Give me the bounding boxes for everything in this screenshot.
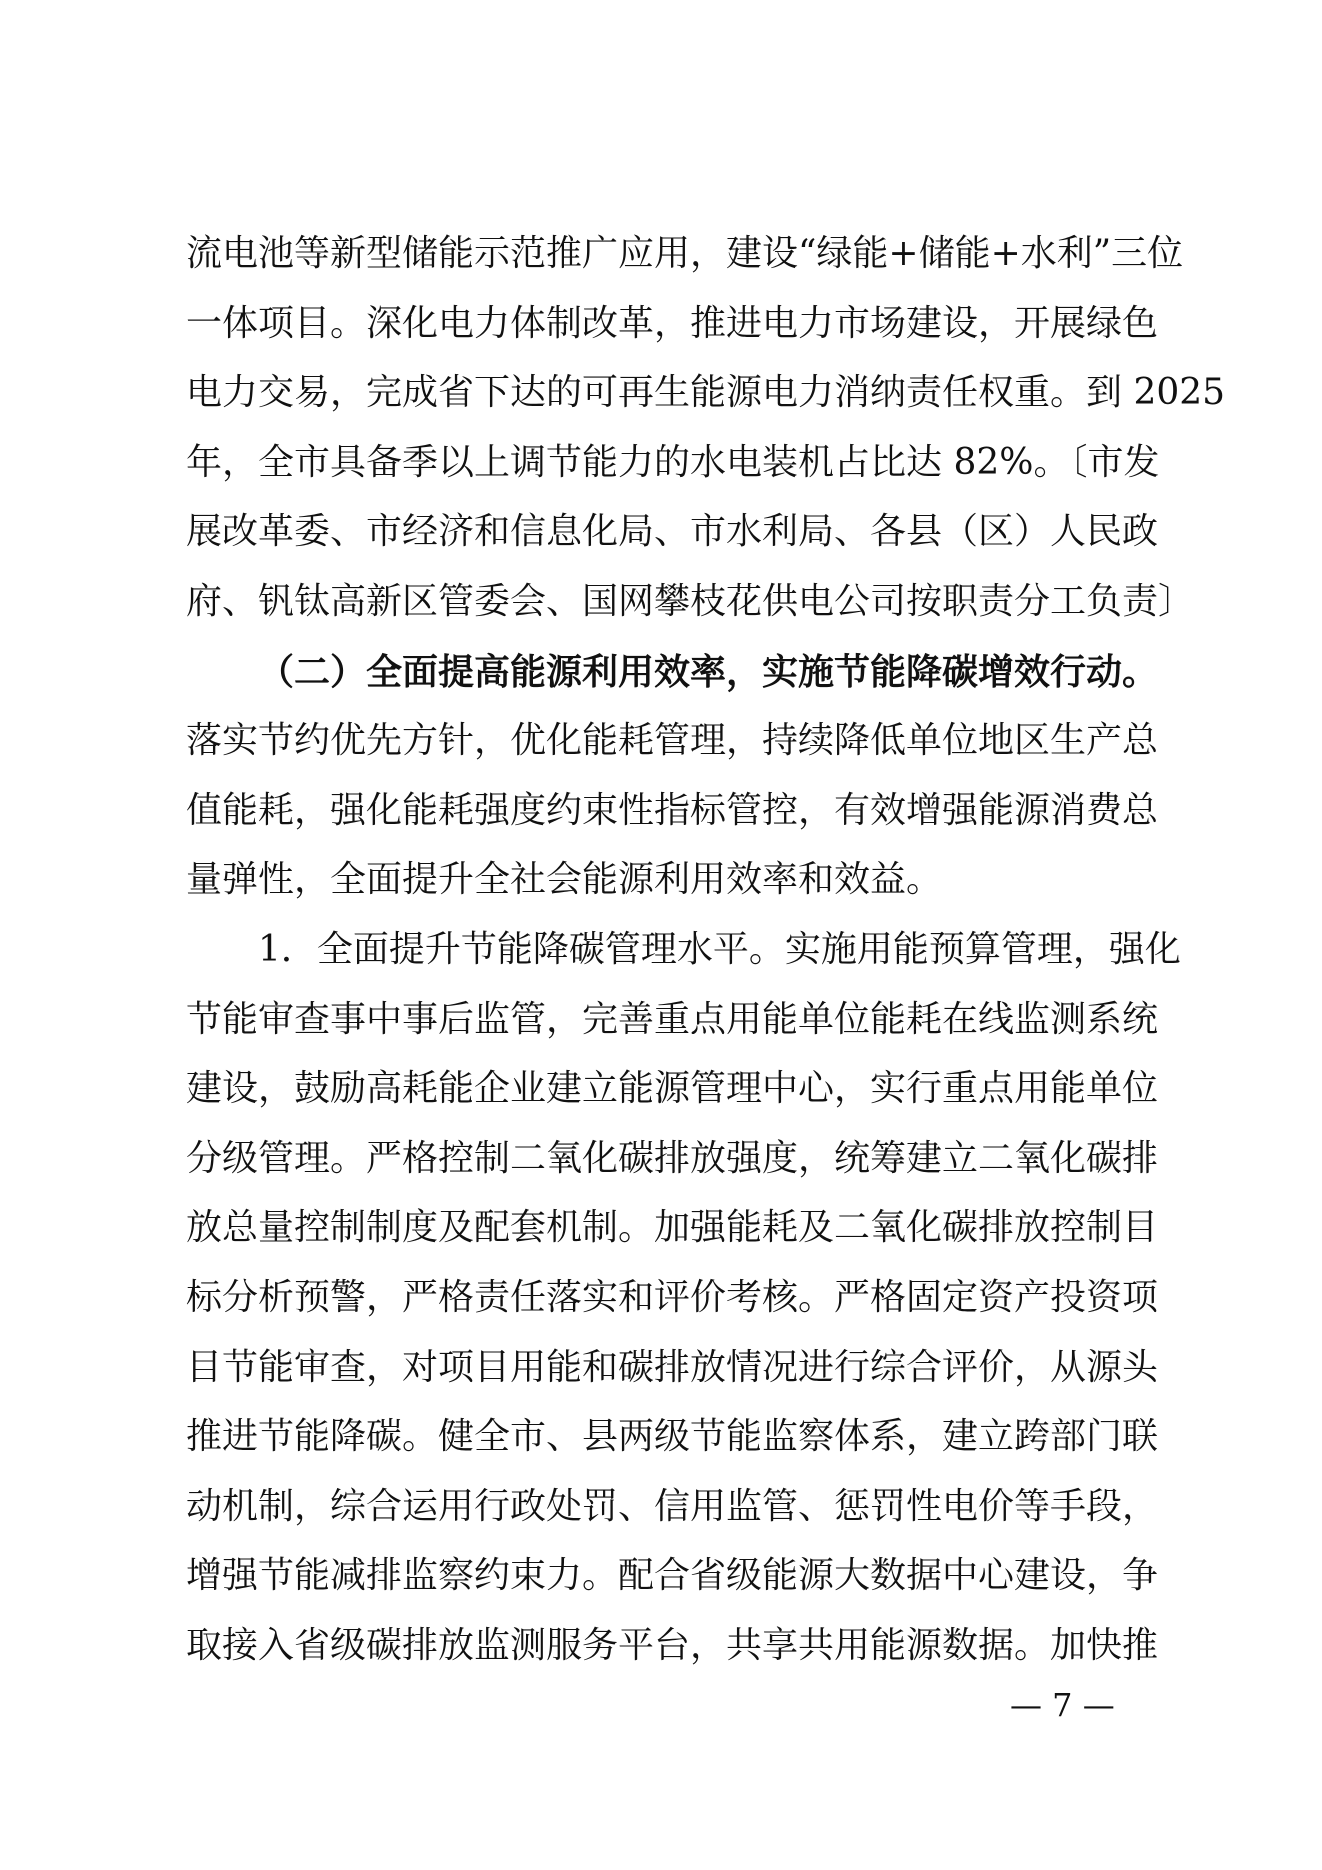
text-line: 量弹性，全面提升全社会能源利用效率和效益。 (186, 859, 943, 901)
text-line: 建设，鼓励高耗能企业建立能源管理中心，实行重点用能单位 (186, 1068, 1159, 1110)
text-line: 分级管理。严格控制二氧化碳排放强度，统筹建立二氧化碳排 (186, 1137, 1159, 1179)
text-line: 节能审查事中事后监管，完善重点用能单位能耗在线监测系统 (186, 998, 1159, 1040)
section-heading: （二）全面提高能源利用效率，实施节能降碳增效行动。 (258, 650, 1159, 693)
text-line: 值能耗，强化能耗强度约束性指标管控，有效增强能源消费总 (186, 789, 1159, 831)
page-number: — 7 — (1010, 1686, 1115, 1724)
text-line: 展改革委、市经济和信息化局、市水利局、各县（区）人民政 (186, 511, 1159, 553)
text-line: 推进节能降碳。健全市、县两级节能监察体系，建立跨部门联 (186, 1416, 1159, 1458)
text-line: 电力交易，完成省下达的可再生能源电力消纳责任权重。到 2025 (186, 372, 1226, 414)
text-line: 放总量控制制度及配套机制。加强能耗及二氧化碳排放控制目 (186, 1207, 1159, 1249)
text-line: 府、钒钛高新区管委会、国网攀枝花供电公司按职责分工负责〕 (186, 580, 1195, 622)
body-text (186, 224, 1226, 1685)
text-line: 落实节约优先方针，优化能耗管理，持续降低单位地区生产总 (186, 720, 1159, 762)
text-line: 动机制，综合运用行政处罚、信用监管、惩罚性电价等手段， (186, 1485, 1159, 1527)
text-line: 流电池等新型储能示范推广应用，建设“绿能+储能+水利”三位 (186, 233, 1184, 274)
text-line: 增强节能减排监察约束力。配合省级能源大数据中心建设，争 (186, 1555, 1159, 1597)
text-line: 一体项目。深化电力体制改革，推进电力市场建设，开展绿色 (186, 302, 1159, 344)
text-line: 1．全面提升节能降碳管理水平。实施用能预算管理，强化 (258, 928, 1181, 970)
text-line: 目节能审查，对项目用能和碳排放情况进行综合评价，从源头 (186, 1346, 1159, 1388)
text-line: 标分析预警，严格责任落实和评价考核。严格固定资产投资项 (186, 1276, 1159, 1318)
text-line: 取接入省级碳排放监测服务平台，共享共用能源数据。加快推 (186, 1624, 1159, 1666)
text-line: 年，全市具备季以上调节能力的水电装机占比达 82%。〔市发 (186, 441, 1160, 483)
